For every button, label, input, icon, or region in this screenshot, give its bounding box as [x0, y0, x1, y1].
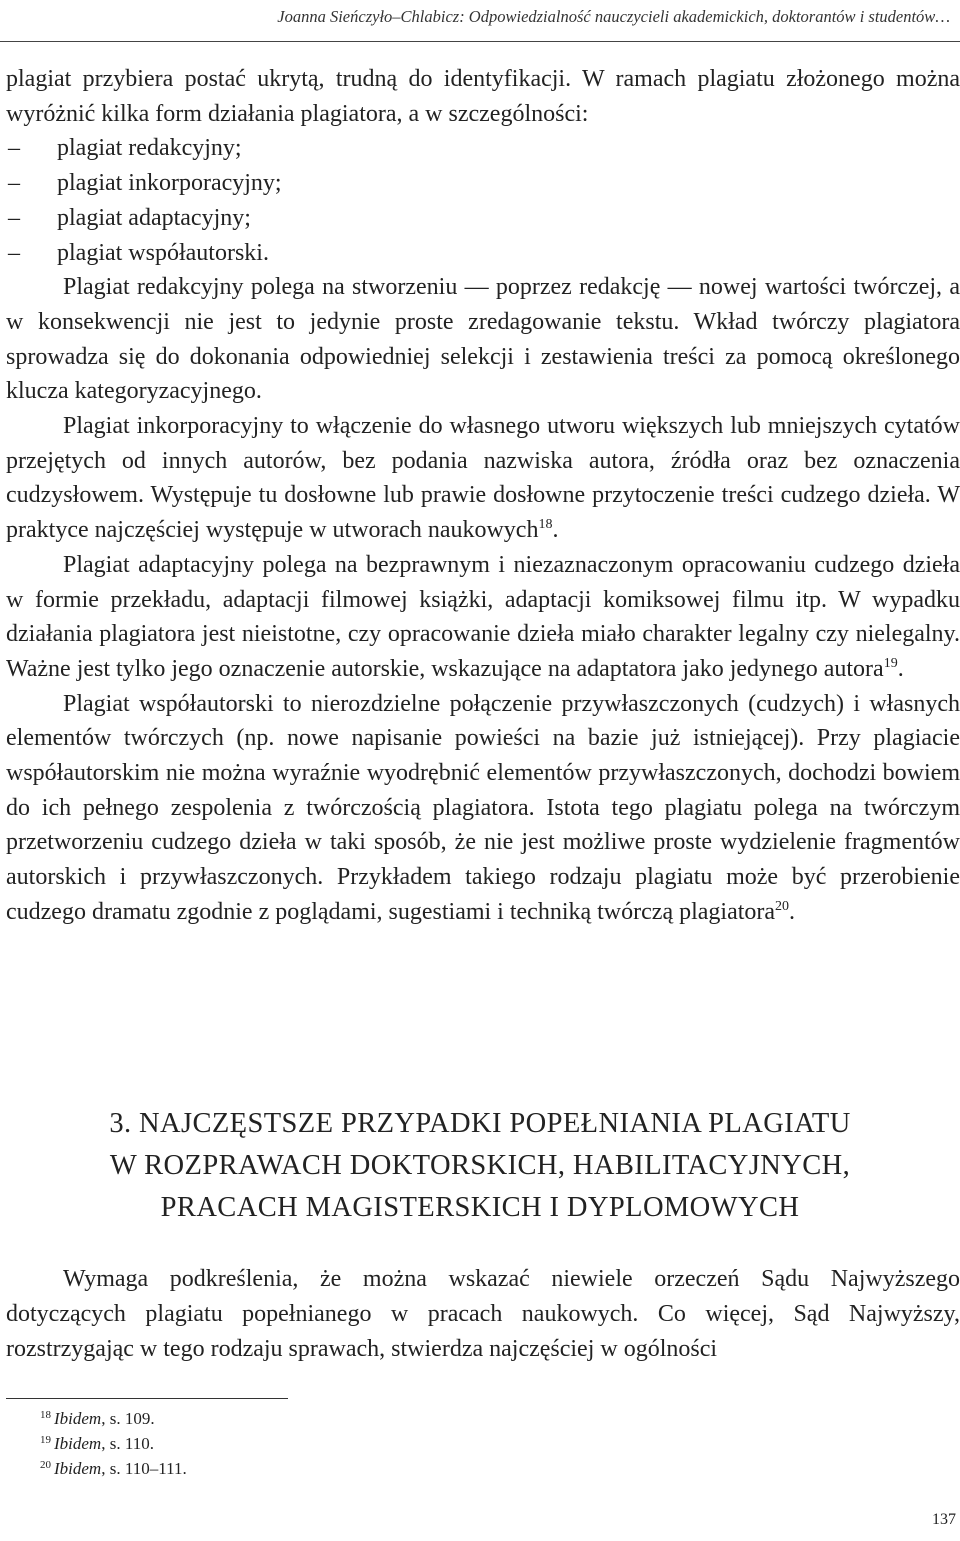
footnote-number: 20: [40, 1459, 51, 1471]
footnote-reference[interactable]: 20: [775, 898, 790, 914]
list-item: [6, 131, 960, 166]
footnote-reference[interactable]: 18: [538, 517, 553, 533]
page-number: 137: [932, 1511, 956, 1528]
footnote-ibidem: Ibidem: [54, 1409, 102, 1428]
paragraph-text: Plagiat współautorski to nierozdzielne połączenie przywłaszczonych (cudzych) i własnych elementów twórczych (np. nowe napisanie powieści na bazie już istniejącej). Przy plagiacie współautorskim nie można wyraźnie wyodrębnić elementów przywłaszczonych, dochodzi bowiem do ich pełnego zespolenia z twórczością plagiatora. Istota tego plagiatu polega na twórczym przetworzeniu cudzego dzieła w taki sposób, że nie jest możliwe proste wydzielenie fragmentów autorskich i przywłaszczonych. Przykładem takiego rodzaju plagiatu może być przerobienie cudzego dramatu zgodnie z poglądami, sugestiami i techniką twórczą plagiatora: [6, 690, 960, 925]
footnote-item: [40, 1406, 740, 1431]
paragraph-text: Plagiat inkorporacyjny to włączenie do własnego utworu większych lub mniejszych cytatów przejętych od innych autorów, bez podania nazwiska autora, źródła oraz bez oznaczenia cudzysłowem. Występuje tu dosłowne lub prawie dosłowne przytoczenie treści cudzego dzieła. W praktyce najczęściej występuje w utworach naukowych: [6, 413, 960, 544]
list-item: [6, 201, 960, 236]
section-heading-line: W ROZPRAWACH DOKTORSKICH, HABILITACYJNYCH,: [109, 1150, 851, 1181]
list-item-text: plagiat współautorski.: [57, 239, 269, 266]
footnote-item: [40, 1431, 740, 1456]
dash-marker: –: [8, 239, 20, 266]
list-item-text: plagiat inkorporacyjny;: [57, 170, 282, 197]
footnote-page-ref: , s. 109.: [101, 1409, 155, 1428]
list-item-text: plagiat redakcyjny;: [57, 135, 242, 162]
paragraph-adaptacyjny: [6, 548, 960, 687]
footnote-item: [40, 1456, 740, 1481]
section-heading: [0, 1103, 960, 1229]
section-paragraph: Wymaga podkreślenia, że można wskazać niewiele orzeczeń Sądu Najwyższego dotyczących plagiatu popełnianego w pracach naukowych. Co więcej, Sąd Najwyższy, rozstrzygając w tego rodzaju sprawach, stwierdza najczęściej w ogólności: [6, 1266, 960, 1362]
sentence-period: .: [789, 898, 796, 925]
paragraph-wspolautorski: [6, 687, 960, 930]
paragraph-text: Plagiat adaptacyjny polega na bezprawnym i niezaznaczonym opracowaniu cudzego dzieła w formie przekładu, adaptacji filmowej książki, adaptacji komiksowej filmu itp. W wypadku działania plagiatora jest nieistotne, czy opracowanie dzieła miało charakter legalny czy nielegalny. Ważne jest tylko jego oznaczenie autorskie, wskazujące na adaptatora jako jedynego autora: [6, 551, 960, 682]
dash-marker: –: [8, 135, 20, 162]
footnote-separator: [6, 1398, 288, 1399]
footnote-number: 18: [40, 1409, 51, 1421]
footnote-ibidem: Ibidem: [54, 1434, 102, 1453]
dash-marker: –: [8, 170, 20, 197]
list-item: [6, 166, 960, 201]
main-body: [6, 62, 960, 930]
plagiarism-forms-list: [6, 131, 960, 270]
section-heading-line: 3. NAJCZĘSTSZE PRZYPADKI POPEŁNIANIA PLAGIATU: [109, 1108, 851, 1139]
section-body: [6, 1262, 960, 1367]
sentence-period: .: [552, 517, 559, 544]
footnote-number: 19: [40, 1434, 51, 1446]
intro-paragraph: plagiat przybiera postać ukrytą, trudną do identyfikacji. W ramach plagiatu złożonego można wyróżnić kilka form działania plagiatora, a w szczególności:: [6, 66, 960, 127]
footnote-ibidem: Ibidem: [54, 1459, 102, 1478]
footnote-reference[interactable]: 19: [883, 655, 898, 671]
footnote-page-ref: , s. 110–111.: [101, 1459, 187, 1478]
paragraph-inkorporacyjny: [6, 409, 960, 548]
list-item: [6, 236, 960, 271]
paragraph-redakcyjny: Plagiat redakcyjny polega na stworzeniu — poprzez redakcję — nowej wartości twórczej, a w konsekwencji nie jest to jedynie proste zredagowanie tekstu. Wkład twórczy plagiatora sprowadza się do dokonania odpowiedniej selekcji i zestawienia treści za pomocą określonego klucza kategoryzacyjnego.: [6, 274, 960, 405]
footnotes: [40, 1406, 740, 1481]
sentence-period: .: [897, 655, 904, 682]
list-item-text: plagiat adaptacyjny;: [57, 204, 251, 231]
section-heading-line: PRACACH MAGISTERSKICH I DYPLOMOWYCH: [160, 1192, 800, 1223]
footnote-page-ref: , s. 110.: [101, 1434, 154, 1453]
dash-marker: –: [8, 204, 20, 231]
running-header: Joanna Sieńczyło–Chlabicz: Odpowiedzialność nauczycieli akademickich, doktorantów i studentów…: [0, 2, 960, 42]
